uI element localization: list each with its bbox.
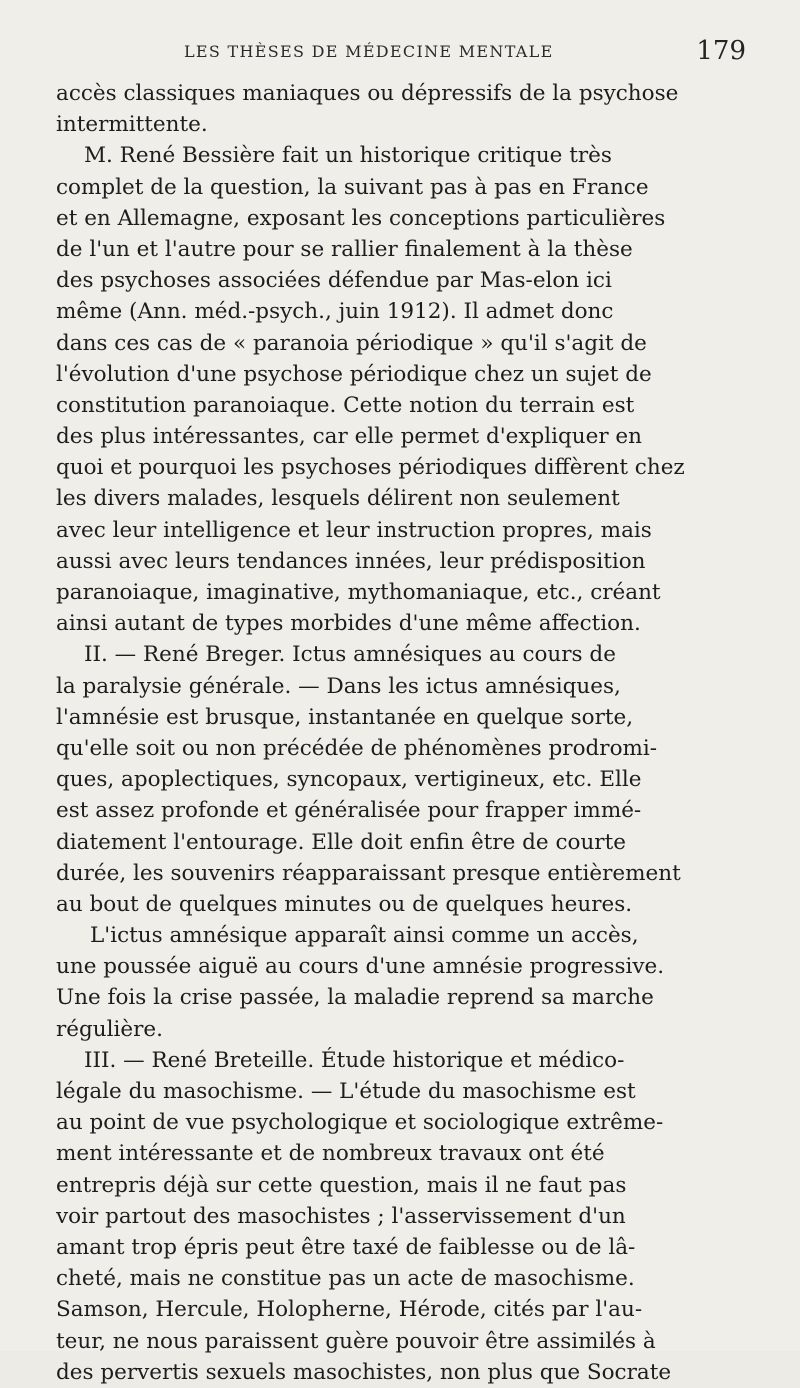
text-line: de l'un et l'autre pour se rallier finalement à la thèse <box>56 236 633 262</box>
text-line: qu'elle soit ou non précédée de phénomènes prodromi- <box>56 735 658 761</box>
text-line: au bout de quelques minutes ou de quelques heures. <box>56 891 633 917</box>
text-line: des psychoses associées défendue par Mas-elon ici <box>56 268 612 294</box>
text-line: ques, apoplectiques, syncopaux, vertigineux, etc. Elle <box>56 767 642 793</box>
text-line: des pervertis sexuels masochistes, non plus que Socrate <box>56 1359 672 1385</box>
text-line: au point de vue psychologique et sociologique extrême- <box>56 1110 664 1136</box>
text-line: cheté, mais ne constitue pas un acte de masochisme. <box>56 1266 635 1292</box>
running-header <box>54 28 750 72</box>
text-line: aussi avec leurs tendances innées, leur prédisposition <box>56 548 646 574</box>
text-line: ment intéressante et de nombreux travaux ont été <box>56 1141 605 1167</box>
text-line: intermittente. <box>56 112 208 138</box>
text-line: l'évolution d'une psychose périodique chez un sujet de <box>56 361 652 387</box>
text-line: constitution paranoiaque. Cette notion du terrain est <box>56 392 635 418</box>
text-line: paranoiaque, imaginative, mythomaniaque, etc., créant <box>56 580 661 605</box>
text-line: régulière. <box>56 1016 163 1042</box>
text-line: complet de la question, la suivant pas à pas en France <box>56 174 649 200</box>
text-line: une poussée aiguë au cours d'une amnésie progressive. <box>56 954 665 980</box>
body-text <box>56 78 756 1388</box>
text-line: II. — René Breger. Ictus amnésiques au cours de <box>84 642 616 668</box>
text-line: accès classiques maniaques ou dépressifs de la psychose <box>56 81 679 106</box>
text-line: ainsi autant de types morbides d'une même affection. <box>56 611 641 637</box>
text-line: durée, les souvenirs réapparaissant presque entièrement <box>56 860 681 886</box>
text-line: est assez profonde et généralisée pour frapper immé- <box>56 798 642 824</box>
running-title: LES THÈSES DE MÉDECINE MENTALE <box>184 42 554 61</box>
text-line: quoi et pourquoi les psychoses périodiques diffèrent chez <box>56 455 685 481</box>
text-line: voir partout des masochistes ; l'asservissement d'un <box>56 1203 626 1229</box>
text-line: et en Allemagne, exposant les conceptions particulières <box>56 205 666 231</box>
page-number: 179 <box>696 36 746 66</box>
text-line: avec leur intelligence et leur instruction propres, mais <box>56 517 652 543</box>
text-line: dans ces cas de « paranoia périodique » qu'il s'agit de <box>56 330 647 356</box>
text-line: L'ictus amnésique apparaît ainsi comme un accès, <box>90 923 639 949</box>
text-line: III. — René Breteille. Étude historique et médico- <box>84 1047 625 1073</box>
text-line: les divers malades, lesquels délirent non seulement <box>56 486 620 512</box>
text-line: même (Ann. méd.-psych., juin 1912). Il admet donc <box>56 299 614 325</box>
text-line: la paralysie générale. — Dans les ictus amnésiques, <box>56 673 621 699</box>
text-line: légale du masochisme. — L'étude du masochisme est <box>56 1079 636 1104</box>
text-line: Une fois la crise passée, la maladie reprend sa marche <box>56 985 654 1011</box>
text-line: Samson, Hercule, Holopherne, Hérode, cités par l'au- <box>56 1297 643 1323</box>
text-line: amant trop épris peut être taxé de faiblesse ou de lâ- <box>56 1234 636 1260</box>
text-line: diatement l'entourage. Elle doit enfin être de courte <box>56 829 626 855</box>
text-line: M. René Bessière fait un historique critique très <box>84 143 612 169</box>
text-line: entrepris déjà sur cette question, mais il ne faut pas <box>56 1172 627 1198</box>
text-line: teur, ne nous paraissent guère pouvoir être assimilés à <box>56 1328 656 1354</box>
text-line: des plus intéressantes, car elle permet d'expliquer en <box>56 424 643 450</box>
text-line: l'amnésie est brusque, instantanée en quelque sorte, <box>56 704 634 730</box>
